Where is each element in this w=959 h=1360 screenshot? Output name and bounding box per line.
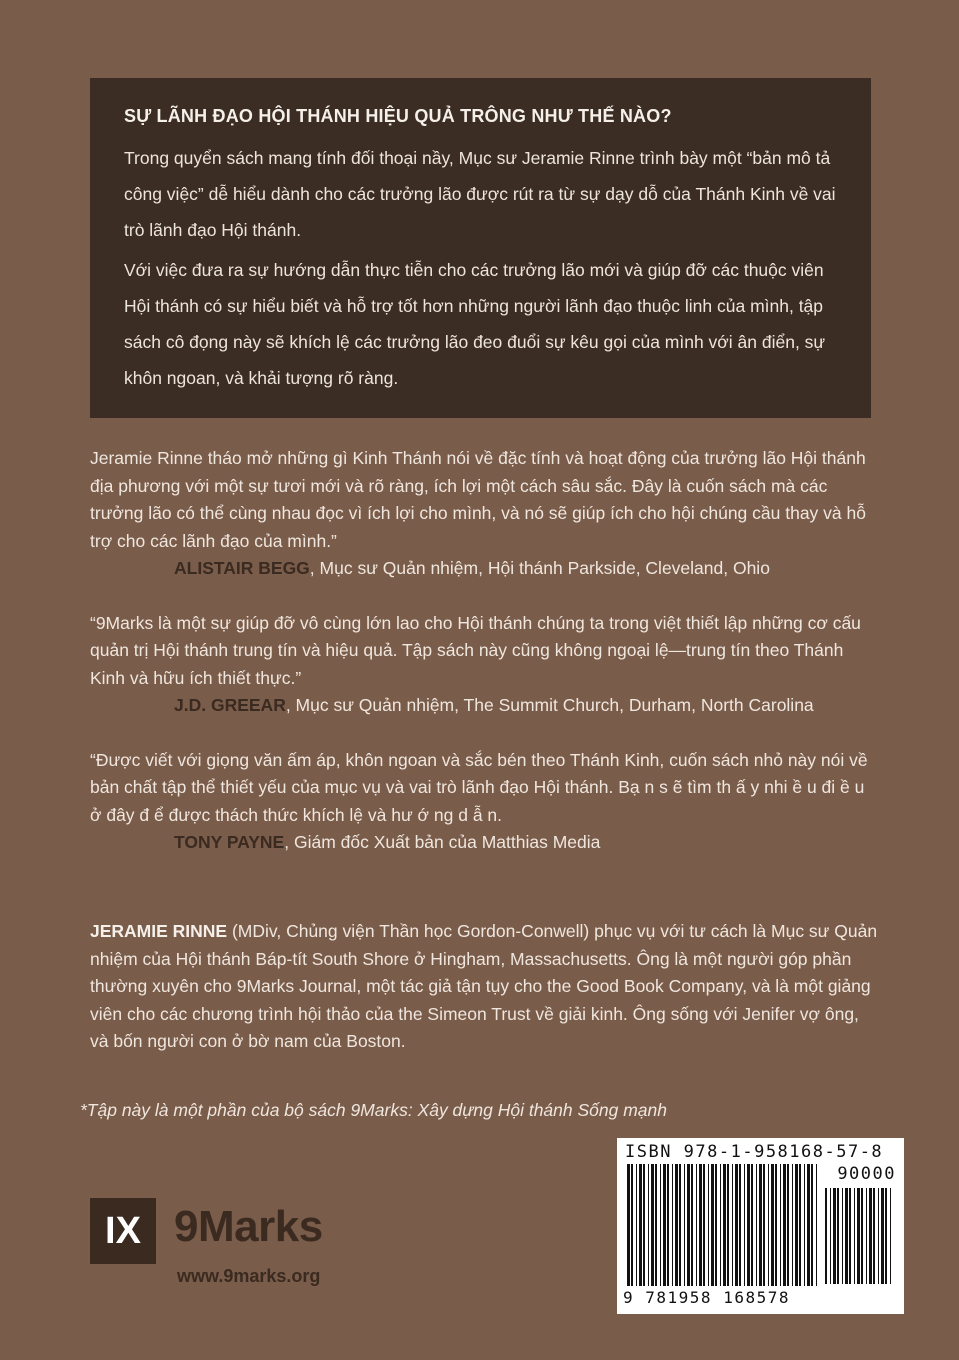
barcode-bar (792, 1164, 793, 1286)
isbn-text: ISBN 978-1-958168-57-8 (625, 1142, 884, 1162)
barcode-bar (667, 1164, 669, 1286)
endorser-role: , Mục sư Quản nhiệm, The Summit Church, Durham, North Carolina (285, 695, 814, 715)
barcode-bar (807, 1164, 810, 1286)
barcode-bar (687, 1164, 690, 1286)
intro-heading: SỰ LÃNH ĐẠO HỘI THÁNH HIỆU QUẢ TRÔNG NHƯ THẾ NÀO? (124, 106, 672, 126)
barcode-bar (866, 1188, 867, 1284)
barcode-bar (811, 1164, 813, 1286)
endorsement-attribution (90, 829, 880, 857)
intro-paragraph-1: Trong quyển sách mang tính đối thoại nầy, Mục sư Jeramie Rinne trình bày một “bản mô tả công việc” dễ hiểu dành cho các trưởng lão được rút ra từ sự dạy dỗ của Thánh Kinh về vai trò lãnh đạo Hội thánh. (124, 148, 836, 240)
barcode-bar (795, 1164, 798, 1286)
endorsement-text: “9Marks là một sự giúp đỡ vô cùng lớn lao cho Hội thánh chúng ta trong việt thiết lập những cơ cấu quản trị Hội thánh trung tín và hiệu quả. Tập sách này cũng không ngoại lệ—trung tín theo Thánh Kinh và hữu ích thiết thực.” (90, 612, 861, 688)
barcode-bar (708, 1164, 709, 1286)
barcode-bar (720, 1164, 721, 1286)
author-bio (90, 918, 880, 1056)
barcode-bar (639, 1164, 642, 1286)
barcode-bar (672, 1164, 673, 1286)
intro-box (90, 78, 871, 418)
barcode-bars (627, 1164, 819, 1286)
logo-mark: IX (90, 1198, 156, 1264)
barcode-bar (739, 1164, 741, 1286)
barcode-bar (881, 1188, 884, 1284)
barcode-bar (869, 1188, 872, 1284)
logo-name: 9Marks (174, 1202, 323, 1251)
barcode-bar (655, 1164, 657, 1286)
barcode-bar (775, 1164, 777, 1286)
endorser-role: , Giám đốc Xuất bản của Matthias Media (284, 832, 601, 852)
barcode-bar (783, 1164, 786, 1286)
barcode-bar (651, 1164, 654, 1286)
endorsement-text: Jeramie Rinne tháo mở những gì Kinh Thánh nói về đặc tính và hoạt động của trưởng lão Hội thánh địa phương với một sự tươi mới và rõ ràng, ích lợi một cách sâu sắc. Đây là cuốn sách mà các trưởng lão có thể cùng nhau đọc vì ích lợi cho mình, và nó sẽ giúp ích cho hội chúng cầu thay và hỗ trợ cho các lãnh đạo của mình.” (90, 448, 866, 551)
endorsement-3 (90, 747, 880, 857)
barcode-bar (696, 1164, 697, 1286)
barcode-bar (763, 1164, 765, 1286)
barcode-bar (837, 1188, 839, 1284)
endorsement-1 (90, 445, 880, 583)
barcode-bar (747, 1164, 750, 1286)
endorser-name: J.D. GREEAR (174, 695, 286, 715)
addon-barcode-bars (825, 1188, 895, 1284)
endorsement-text: “Được viết với giọng văn ấm áp, khôn ngoan và sắc bén theo Thánh Kinh, cuốn sách nhỏ này nói về bản chất tập thể thiết yếu của mục vụ và vai trò lãnh đạo Hội thánh. Bạ n s ẽ tìm th ấ y nhi ề u đi ề u ở đây đ ể được thách thức khích lệ và hư ớ ng d ẫ n. (90, 749, 868, 825)
barcode-bar (715, 1164, 717, 1286)
intro-paragraph-2: Với việc đưa ra sự hướng dẫn thực tiễn cho các trưởng lão mới và giúp đỡ các thuộc viên Hội thánh có sự hiểu biết và hỗ trợ tốt hơn những người lãnh đạo thuộc linh của mình, tập sách cô đọng này sẽ khích lệ các trưởng lão đeo đuổi sự kêu gọi của mình với ân điển, sự khôn ngoan, và khải tượng rõ ràng. (124, 260, 826, 388)
endorsement-2 (90, 610, 880, 720)
barcode-bar (768, 1164, 769, 1286)
barcode-bar (627, 1164, 630, 1286)
barcode-bar (825, 1188, 827, 1284)
endorser-role: , Mục sư Quản nhiệm, Hội thánh Parkside, Cleveland, Ohio (309, 558, 770, 578)
ean-text: 9 781958 168578 (623, 1288, 790, 1307)
barcode-bar (861, 1188, 863, 1284)
barcode-bar (833, 1188, 836, 1284)
barcode-bar (631, 1164, 633, 1286)
barcode-bar (890, 1188, 891, 1284)
barcode-bar (854, 1188, 855, 1284)
barcode-bar (732, 1164, 733, 1286)
barcode-bar (780, 1164, 781, 1286)
barcode-bar (873, 1188, 875, 1284)
endorser-name: TONY PAYNE (174, 832, 285, 852)
barcode-bar (660, 1164, 661, 1286)
barcode-bar (842, 1188, 843, 1284)
endorsements (90, 445, 880, 884)
barcode-bar (816, 1164, 817, 1286)
barcode-bar (691, 1164, 693, 1286)
barcode-bar (771, 1164, 774, 1286)
barcode-bar (684, 1164, 685, 1286)
barcode-bar (643, 1164, 645, 1286)
barcode-bar (845, 1188, 848, 1284)
author-bio-text: (MDiv, Chủng viện Thần học Gordon-Conwell) phục vụ với tư cách là Mục sư Quản nhiệm của Hội thánh Báp-tít South Shore ở Hingham, Massachusetts. Ông là một người góp phần thường xuyên cho 9Marks Journal, một tác giả tận tụy cho the Good Book Company, và là một giảng viên cho các chương trình hội thảo của the Simeon Trust về giải kinh. Ông sống với Jenifer vợ ông, và bốn người con ở bờ nam của Boston. (90, 921, 878, 1051)
barcode-bar (648, 1164, 649, 1286)
barcode-bar (663, 1164, 666, 1286)
barcode-bar (878, 1188, 879, 1284)
barcode-bar (675, 1164, 678, 1286)
barcode-bar (699, 1164, 702, 1286)
endorser-name: ALISTAIR BEGG (174, 558, 310, 578)
barcode-bar (636, 1164, 637, 1286)
barcode-bar (830, 1188, 831, 1284)
barcode-bar (799, 1164, 801, 1286)
barcode-bar (744, 1164, 745, 1286)
barcode-bar (723, 1164, 726, 1286)
barcode-bar (885, 1188, 887, 1284)
addon-text: 90000 (837, 1164, 896, 1184)
barcode-bar (751, 1164, 753, 1286)
endorsement-attribution (90, 555, 880, 583)
barcode-bar (759, 1164, 762, 1286)
logo-url: www.9marks.org (177, 1266, 321, 1286)
barcode-bar (857, 1188, 860, 1284)
author-name: JERAMIE RINNE (90, 921, 228, 941)
barcode-bar (711, 1164, 714, 1286)
barcode-bar (787, 1164, 789, 1286)
isbn-barcode (617, 1138, 904, 1314)
barcode-bar (756, 1164, 757, 1286)
barcode-bar (735, 1164, 738, 1286)
barcode-bar (703, 1164, 705, 1286)
barcode-bar (727, 1164, 729, 1286)
endorsement-attribution (90, 692, 880, 720)
barcode-bar (679, 1164, 681, 1286)
barcode-bar (804, 1164, 805, 1286)
barcode-bar (849, 1188, 851, 1284)
series-note: *Tập này là một phần của bộ sách 9Marks: Xây dựng Hội thánh Sống mạnh (80, 1100, 667, 1120)
